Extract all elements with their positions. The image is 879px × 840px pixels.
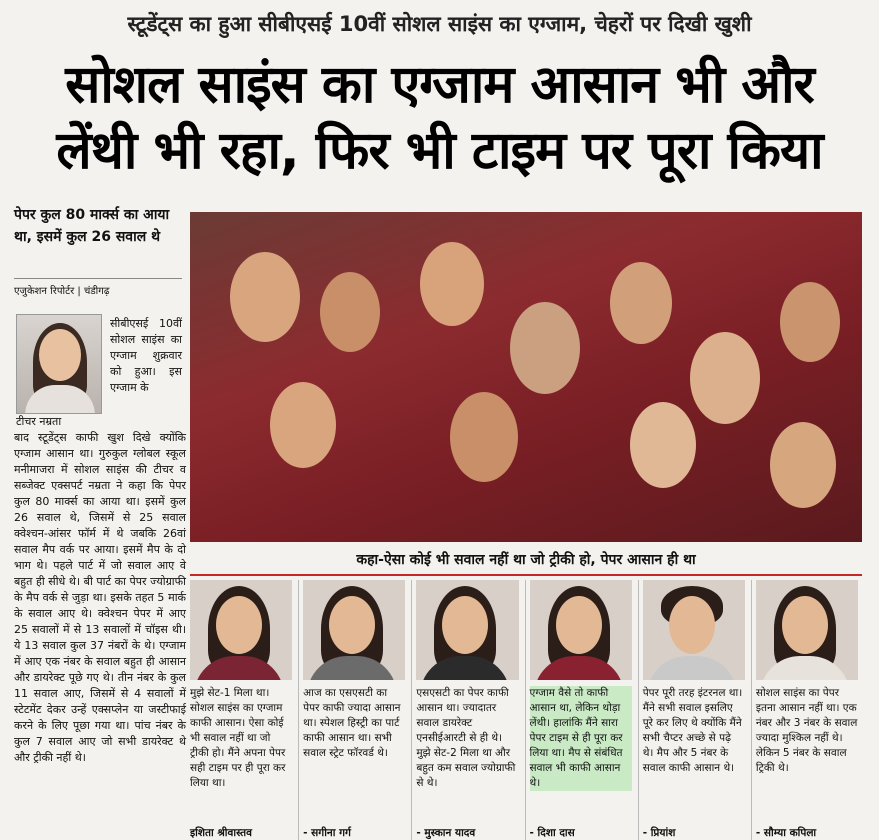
student-photo: [530, 580, 632, 680]
students-celebration-photo: [190, 212, 862, 542]
student-quote-3: [411, 580, 522, 840]
student-name: इशिता श्रीवास्तव: [190, 827, 252, 839]
student-quote-6: [751, 580, 862, 840]
teacher-photo: [16, 314, 102, 414]
student-name: - प्रियांश: [642, 827, 676, 839]
student-quote-text: एग्जाम वैसे तो काफी आसान था, लेकिन थोड़ा लेंथी। हालांकि मैंने सारा पेपर टाइम से ही पूरा कर लिया था। मैप से संबंधित सवाल भी काफी आसान थे।: [530, 686, 632, 791]
student-quote-4: [525, 580, 636, 840]
student-quotes: [186, 580, 862, 840]
student-photo: [190, 580, 292, 680]
student-quote-text: पेपर पूरी तरह इंटरनल था। मैंने सभी सवाल इसलिए पूरे कर लिए थे क्योंकि मैंने सभी चैप्टर अच्छे से पढ़े थे। मैप और 5 नंबर के सवाल काफी आसान थे।: [642, 687, 743, 774]
student-photo: [643, 580, 745, 680]
student-photo: [303, 580, 405, 680]
student-quote-5: [638, 580, 749, 840]
student-quote-text: सोशल साइंस का पेपर इतना आसान नहीं था। एक नंबर और 3 नंबर के सवाल ज्यादा मुश्किल नहीं थे। लेकिन 5 नंबर के सवाल ट्रिकी थे।: [755, 687, 858, 774]
student-quote-2: [298, 580, 409, 840]
kicker: स्टूडेंट्स का हुआ सीबीएसई 10वीं सोशल साइंस का एग्जाम, चेहरों पर दिखी खुशी: [127, 12, 752, 36]
student-name: - सौम्या कपिला: [755, 827, 817, 839]
student-quote-text: एसएसटी का पेपर काफी आसान था। ज्यादातर सवाल डायरेक्ट एनसीईआरटी से ही थे। मुझे सेट-2 मिला था और बहुत कम सवाल ज्योग्राफी से थे।: [416, 687, 516, 789]
headline-line-1: सोशल साइंस का एग्जाम आसान भी और: [65, 55, 814, 115]
headline: [14, 52, 865, 184]
student-quote-text: मुझे सेट-1 मिला था। सोशल साइंस का एग्जाम काफी आसान। ऐसा कोई भी सवाल नहीं था जो ट्रीकी हो। मैंने अपना पेपर सही टाइम पर ही पूरा कर लिया था।: [190, 687, 286, 789]
headline-line-2: लेंथी भी रहा, फिर भी टाइम पर पूरा किया: [56, 121, 823, 181]
student-photo: [416, 580, 518, 680]
student-name: - मुस्कान यादव: [416, 827, 476, 839]
byline: एजुकेशन रिपोर्टर | चंडीगढ़: [14, 278, 182, 297]
deck: पेपर कुल 80 मार्क्स का आया था, इसमें कुल 26 सवाल थे: [14, 207, 170, 245]
article-body: बाद स्टूडेंट्स काफी खुश दिखे क्योंकि एग्जाम आसान था। गुरुकुल ग्लोबल स्कूल मनीमाजरा में सोशल साइंस की टीचर व सब्जेक्ट एक्सपर्ट नम्रता ने कहा कि पेपर कुल 80 मार्क्स का आया था। इसमें कुल 26 सवाल थे, जिसमें से 25 सवाल क्वेश्चन-आंसर फॉर्म में थे जबकि 26वां सवाल मैप वर्क पर आया। इसमें मैप के दो भाग थे। पहले पार्ट में जो सवाल आए वे बहुत ही सीधे थे। बी पार्ट का पेपर ज्योग्राफी के मैप वर्क से जुड़ा था। इसके तहत 5 मार्क के सवाल आए थे। क्वेश्चन पेपर में आए 25 सवालों में से 13 सवालों में चॉइस थी। ये 13 सवाल कुल 37 नंबरों के थे। एग्जाम में आए एक नंबर के सवाल बहुत ही आसान और डायरेक्ट पूछे गए थे। तीन नंबर के कुल 11 सवाल आए, जिसमें से 4 सवालों में स्टेटमेंट देकर उन्हें एक्सप्लेन या जस्टीफाई करने के लिए पूछा गया था। पांच नंबर के कुल 7 सवाल आए जो सभी डायरेक्ट थे और ट्रीकी नहीं थे।: [14, 431, 186, 764]
student-quote-text: आज का एसएसटी का पेपर काफी ज्यादा आसान था। स्पेशल हिस्ट्री का पार्ट काफी आसान था। सभी सवाल स्ट्रेट फॉरवर्ड थे।: [303, 687, 401, 759]
student-name: - दिशा दास: [529, 827, 575, 839]
student-photo: [756, 580, 858, 680]
article-intro: सीबीएसई 10वीं सोशल साइंस का एग्जाम शुक्रवार को हुआ। इस एग्जाम के: [110, 317, 182, 394]
photo-caption: टीचर नम्रता: [16, 415, 62, 428]
student-quote-1: [186, 580, 296, 840]
quotes-section-title: कहा-ऐसा कोई भी सवाल नहीं था जो ट्रीकी हो, पेपर आसान ही था: [190, 550, 862, 576]
student-name: - सगीना गर्ग: [303, 827, 351, 839]
